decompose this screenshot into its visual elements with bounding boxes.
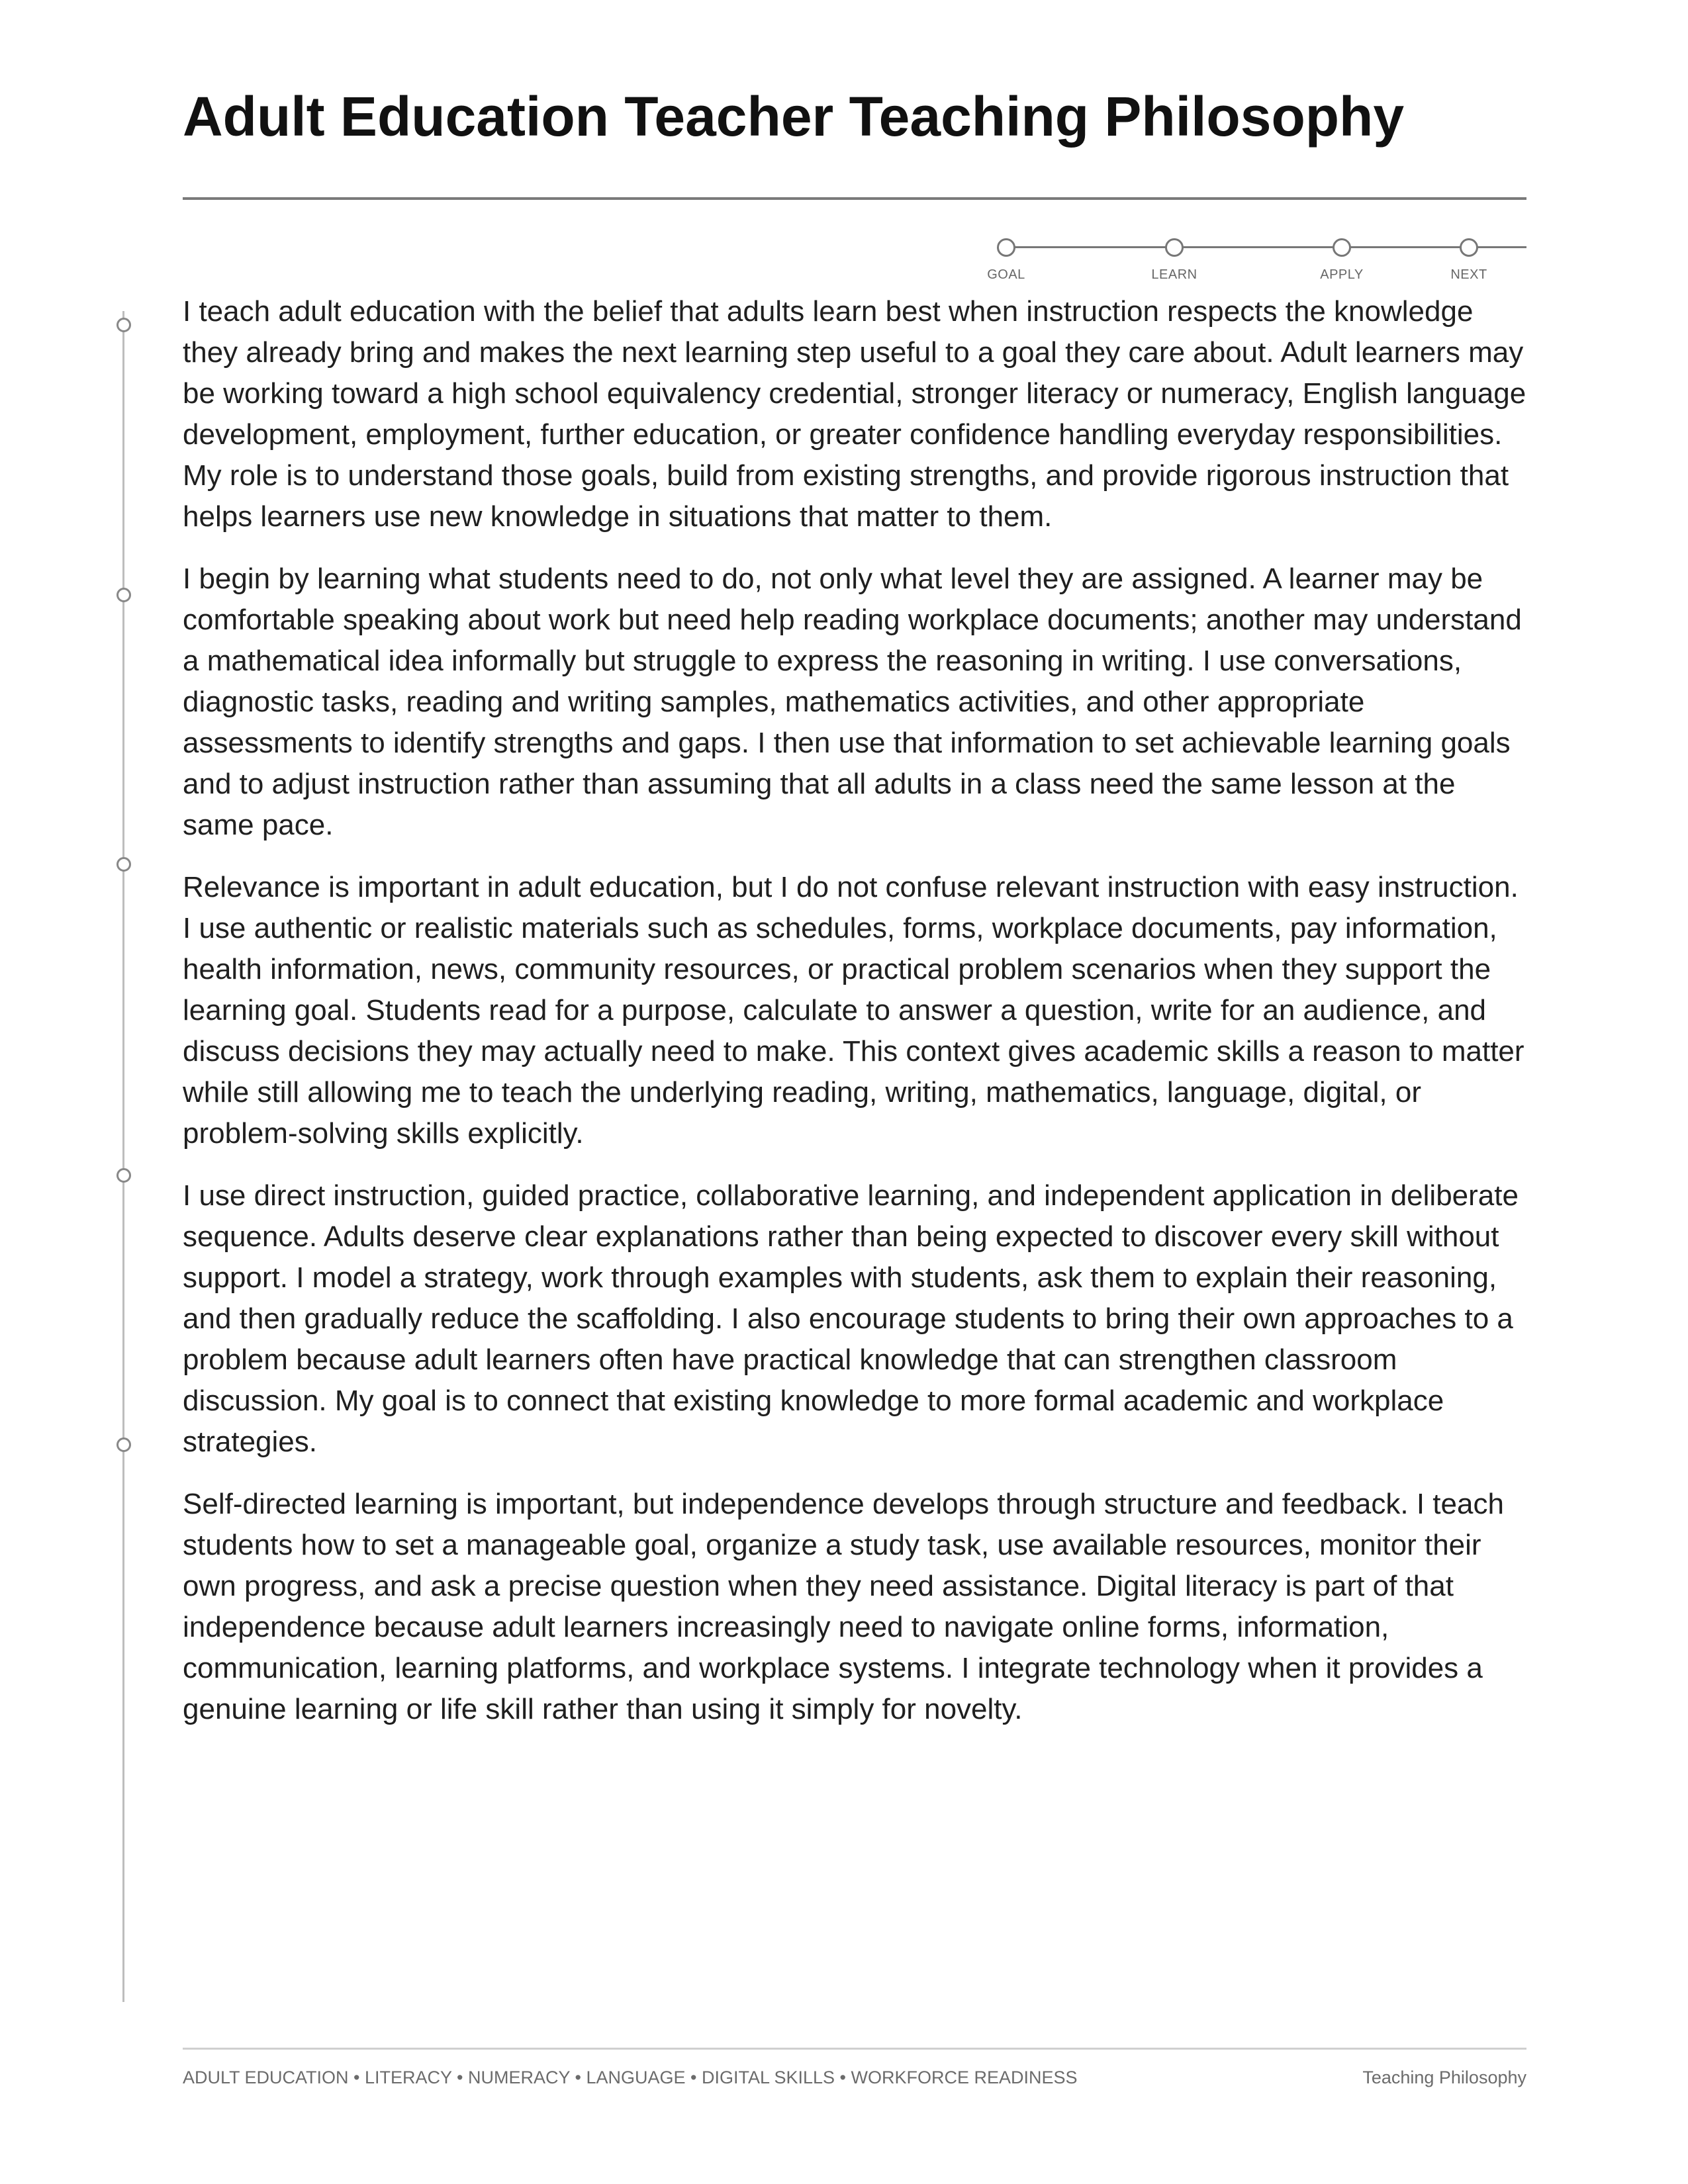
step-dot-icon xyxy=(1333,238,1351,257)
paragraph: Relevance is important in adult education, but I do not confuse relevant instruction with easy instruction. I use authentic or realistic materials such as schedules, forms, workplace documents, pay information, health information, news, community resources, or practical problem scenarios when they support the learning goal. Students read for a purpose, calculate to answer a question, write for an audience, and discuss decisions they may actually need to make. This context gives academic skills a reason to matter while still allowing me to teach the underlying reading, writing, mathematics, language, digital, or problem-solving skills explicitly. xyxy=(183,871,1524,1150)
footer-divider xyxy=(183,2048,1526,2050)
paragraph: Self-directed learning is important, but independence develops through structure and feedback. I teach students how to set a manageable goal, organize a study task, use available resources, monitor their own progress, and ask a precise question when they need assistance. Digital literacy is part of that independence because adult learners increasingly need to navigate online forms, information, communication, learning platforms, and workplace systems. I integrate technology when it provides a genuine learning or life skill rather than using it simply for novelty. xyxy=(183,1488,1504,1725)
page-title: Adult Education Teacher Teaching Philosophy xyxy=(183,85,1405,148)
step-apply xyxy=(1302,238,1382,283)
timeline-marker-icon xyxy=(117,1437,131,1452)
step-dot-icon xyxy=(1460,238,1478,257)
paragraph: I teach adult education with the belief that adults learn best when instruction respects the knowledge they already bring and makes the next learning step useful to a goal they care about. Adult learners may be working toward a high school equivalency credential, stronger literacy or numeracy, English language development, employment, further education, or greater confidence handling everyday responsibilities. My role is to understand those goals, build from existing strengths, and provide rigorous instruction that helps learners use new knowledge in situations that matter to them. xyxy=(183,295,1526,533)
paragraph: I begin by learning what students need to do, not only what level they are assigned. A learner may be comfortable speaking about work but need help reading workplace documents; another may understand a mathematical idea informally but struggle to express the reasoning in writing. I use conversations, diagnostic tasks, reading and writing samples, mathematics activities, and other appropriate assessments to identify strengths and gaps. I then use that information to set achievable learning goals and to adjust instruction rather than assuming that all adults in a class need the same lesson at the same pace. xyxy=(183,563,1522,841)
title-divider xyxy=(183,197,1526,200)
step-goal xyxy=(966,238,1046,283)
timeline-marker-icon xyxy=(117,1168,131,1183)
step-label: NEXT xyxy=(1450,267,1487,282)
timeline-rail xyxy=(122,311,124,2002)
step-label: GOAL xyxy=(987,267,1025,282)
timeline-marker-icon xyxy=(117,318,131,332)
step-dot-icon xyxy=(1165,238,1184,257)
step-label: APPLY xyxy=(1320,267,1364,282)
paragraph: I use direct instruction, guided practice, collaborative learning, and independent application in deliberate sequence. Adults deserve clear explanations rather than being expected to discover every skill without support. I model a strategy, work through examples with students, ask them to explain their reasoning, and then gradually reduce the scaffolding. I also encourage students to bring their own approaches to a problem because adult learners often have practical knowledge that can strengthen classroom discussion. My goal is to connect that existing knowledge to more formal academic and workplace strategies. xyxy=(183,1179,1519,1458)
timeline-marker-icon xyxy=(117,588,131,602)
philosophy-body xyxy=(183,291,1529,1751)
step-next xyxy=(1429,238,1509,283)
step-label: LEARN xyxy=(1151,267,1197,282)
step-learn xyxy=(1135,238,1214,283)
timeline-marker-icon xyxy=(117,857,131,872)
footer-keywords: ADULT EDUCATION • LITERACY • NUMERACY • LANGUAGE • DIGITAL SKILLS • WORKFORCE READINESS xyxy=(183,2068,1078,2087)
step-dot-icon xyxy=(997,238,1015,257)
progress-stepper xyxy=(980,225,1526,291)
footer-doc-label: Teaching Philosophy xyxy=(1362,2068,1526,2087)
